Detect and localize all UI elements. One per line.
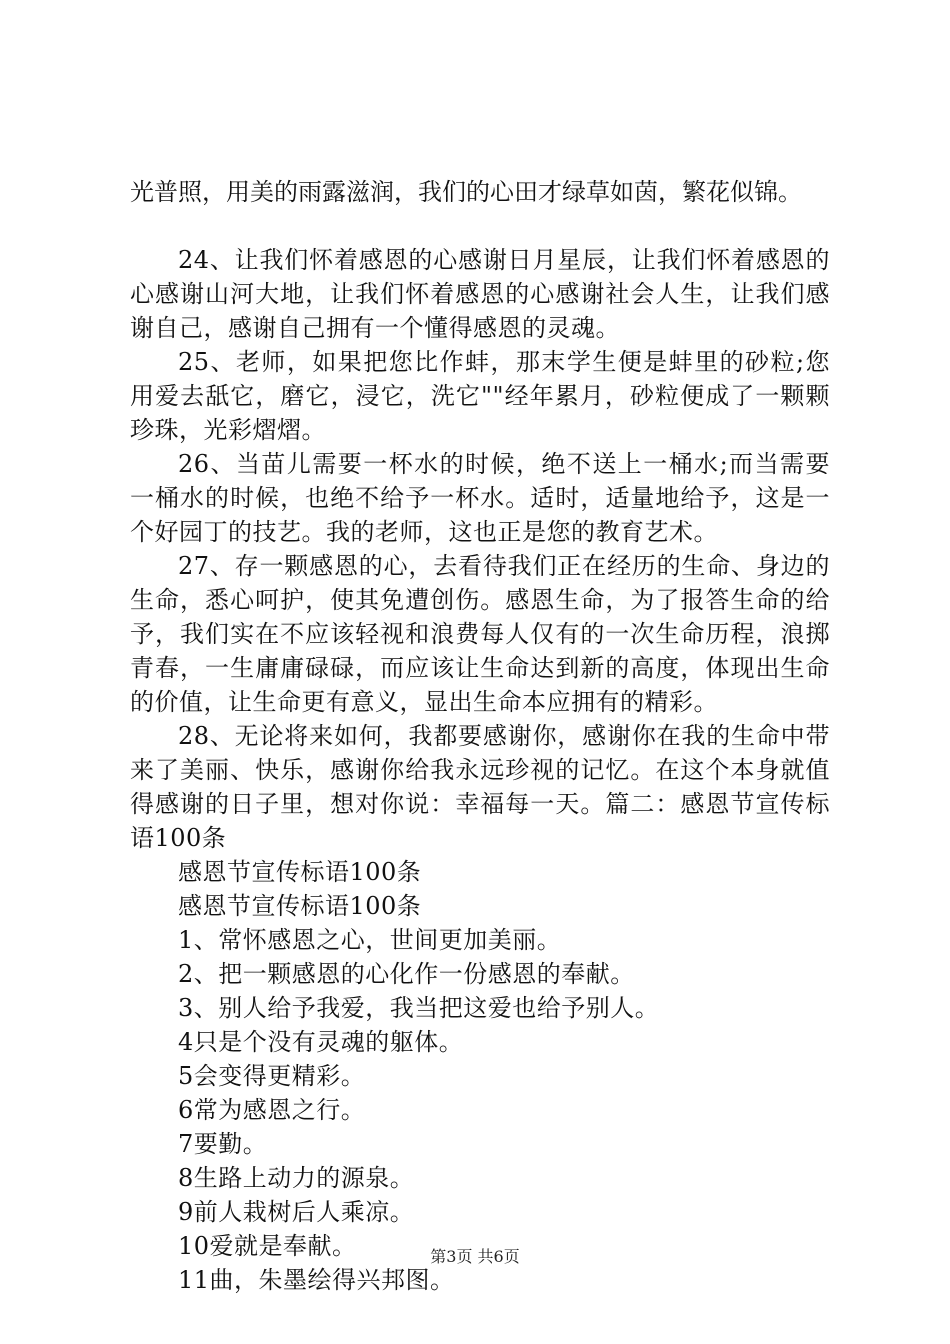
slogan-item-6: 6常为感恩之行。 (178, 1096, 366, 1124)
body-text (130, 243, 830, 1297)
slogan-item-9: 9前人栽树后人乘凉。 (178, 1198, 415, 1226)
slogan-item-4: 4只是个没有灵魂的躯体。 (178, 1028, 464, 1056)
slogan-item-3: 3、别人给予我爱，我当把这爱也给予别人。 (178, 994, 660, 1022)
slogan-heading-1: 感恩节宣传标语100条 (178, 858, 422, 886)
page-footer (0, 1244, 950, 1267)
paragraph-26: 26、当苗儿需要一杯水的时候，绝不送上一桶水;而当需要一桶水的时候，也绝不给予一杯水。适时，适量地给予，这是一个好园丁的技艺。我的老师，这也正是您的教育艺术。 (130, 450, 830, 546)
slogan-item-10: 10爱就是奉献。 (178, 1232, 357, 1260)
slogan-item-11: 11曲，朱墨绘得兴邦图。 (178, 1266, 455, 1294)
slogan-item-5: 5会变得更精彩。 (178, 1062, 366, 1090)
slogan-heading-2: 感恩节宣传标语100条 (178, 892, 422, 920)
paragraph-28: 28、无论将来如何，我都要感谢你，感谢你在我的生命中带来了美丽、快乐，感谢你给我永远珍视的记忆。在这个本身就值得感谢的日子里，想对你说：幸福每一天。篇二：感恩节宣传标语100条 (130, 722, 830, 852)
slogan-item-7: 7要勤。 (178, 1130, 268, 1158)
paragraph-24: 24、让我们怀着感恩的心感谢日月星辰，让我们怀着感恩的心感谢山河大地，让我们怀着感恩的心感谢社会人生，让我们感谢自己，感谢自己拥有一个懂得感恩的灵魂。 (130, 246, 830, 342)
slogan-item-1: 1、常怀感恩之心，世间更加美丽。 (178, 926, 562, 954)
paragraph-25: 25、老师，如果把您比作蚌，那末学生便是蚌里的砂粒;您用爱去舐它，磨它，浸它，洗它""经年累月，砂粒便成了一颗颗珍珠，光彩熠熠。 (130, 348, 830, 444)
page-number: 第3页 共6页 (430, 1247, 520, 1266)
slogan-item-2: 2、把一颗感恩的心化作一份感恩的奉献。 (178, 960, 635, 988)
continuation-text: 光普照，用美的雨露滋润，我们的心田才绿草如茵，繁花似锦。 (130, 178, 802, 206)
paragraph-27: 27、存一颗感恩的心，去看待我们正在经历的生命、身边的生命，悉心呵护，使其免遭创伤。感恩生命，为了报答生命的给予，我们实在不应该轻视和浪费每人仅有的一次生命历程，浪掷青春，一生庸庸碌碌，而应该让生命达到新的高度，体现出生命的价值，让生命更有意义，显出生命本应拥有的精彩。 (130, 552, 830, 716)
slogan-item-8: 8生路上动力的源泉。 (178, 1164, 415, 1192)
continuation-line (130, 175, 850, 209)
